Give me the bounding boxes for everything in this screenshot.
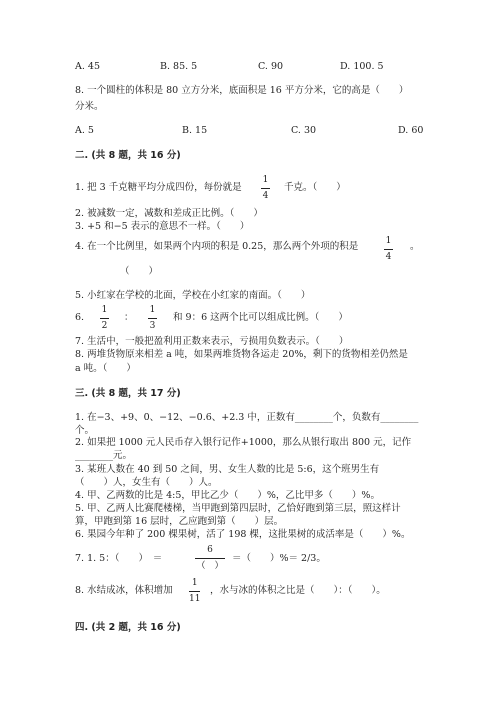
s2-q3: 3. +5 和−5 表示的意思不一样。（ ） [75, 221, 250, 232]
s2-q8-line1: 8. 两堆货物原来相差 a 吨，如果两堆货物各运走 20%，剩下的货物相差仍然是 [75, 349, 408, 360]
question-8-line1: 8. 一个圆柱的体积是 80 立方分米，底面积是 16 平方分米，它的高是（ ） [75, 85, 409, 96]
s3-q8-text: 8. 水结成冰，体积增加 [75, 585, 173, 596]
denominator: 3 [149, 321, 156, 331]
s3-q5-line1: 5. 甲、乙两人比赛爬楼梯，当甲跑到第四层时，乙恰好跑到第三层，照这样计 [75, 503, 401, 514]
s2-q1-text: 1. 把 3 千克糖平均分成四份，每份就是 [75, 182, 242, 193]
s2-q2: 2. 被减数一定，减数和差成正比例。（ ） [75, 208, 263, 219]
s2-q5: 5. 小红家在学校的北面，学校在小红家的南面。（ ） [75, 290, 311, 301]
s2-q1-post: 千克。（ ） [284, 182, 346, 193]
denominator: 2 [101, 321, 108, 331]
s2-q4-text: 4. 在一个比例里，如果两个内项的积是 0.25，那么两个外项的积是 [75, 241, 359, 252]
s3-q8-post: ，水与冰的体积之比是（ ）：（ ）。 [210, 585, 386, 596]
s3-q8-fraction [189, 579, 200, 604]
numerator: 6 [207, 545, 213, 555]
s2-q4-line2: （ ） [120, 266, 159, 277]
numerator: 1 [385, 236, 392, 246]
s2-q1-fraction [261, 176, 270, 201]
section-2-header: 二. (共 8 题，共 16 分) [75, 150, 181, 161]
denominator: （ ） [196, 561, 224, 571]
s2-q4-post: 。 [410, 241, 420, 252]
s3-q3-line2: （ ）人，女生有（ ）人。 [75, 477, 218, 488]
s2-q7: 7. 生活中，一般把盈利用正数来表示，亏损用负数表示。（ ） [75, 336, 349, 347]
s3-q6: 6. 果园今年种了 200 棵果树，活了 198 棵，这批果树的成活率是（ ）%。 [75, 529, 411, 540]
option-a: A. 45 [75, 61, 100, 72]
s2-q6-label: 6. [75, 312, 85, 323]
numerator: 1 [149, 305, 156, 315]
s3-q2-line2: ________元。 [75, 450, 133, 461]
s3-q1: 1. 在−3、+9、0、−12、−0.6、+2.3 中，正数有________个，负数有________ [75, 412, 419, 423]
section-4-header: 四. (共 2 题，共 16 分) [75, 622, 181, 633]
s2-q6-fraction-1 [100, 306, 109, 331]
question-8-line2: 分米。 [75, 101, 104, 112]
s2-q6-colon: ： [124, 312, 134, 323]
s3-q4: 4. 甲、乙两数的比是 4:5，甲比乙少（ ）%，乙比甲多（ ）%。 [75, 490, 380, 501]
denominator: 11 [189, 594, 201, 604]
s3-q2-line1: 2. 如果把 1000 元人民币存入银行记作+1000，那么从银行取出 800 元，记作 [75, 437, 412, 448]
q8-option-d: D. 60 [398, 125, 424, 136]
option-c: C. 90 [258, 61, 284, 72]
numerator: 1 [262, 175, 269, 185]
s2-q6-fraction-2 [148, 306, 157, 331]
s3-q1-line2: 个。 [75, 425, 95, 436]
s3-q7-fraction [195, 546, 225, 571]
s3-q7-post: ＝（ ）%＝ 2/3。 [232, 553, 326, 564]
q8-option-c: C. 30 [291, 125, 317, 136]
s2-q6-post: 和 9：6 这两个比可以组成比例。（ ） [173, 312, 348, 323]
numerator: 1 [191, 578, 198, 588]
option-d: D. 100. 5 [340, 61, 384, 72]
numerator: 1 [101, 305, 108, 315]
q8-option-b: B. 15 [182, 125, 208, 136]
q8-option-a: A. 5 [75, 125, 94, 136]
option-b: B. 85. 5 [160, 61, 198, 72]
s3-q3-line1: 3. 某班人数在 40 到 50 之间，男、女生人数的比是 5:6，这个班男生有 [75, 464, 380, 475]
denominator: 4 [385, 252, 392, 262]
s3-q7-text: 7. 1. 5：（ ） ＝ [75, 553, 163, 564]
s3-q5-line2: 算，甲跑到第 16 层时，乙应跑到第（ ）层。 [75, 516, 284, 527]
denominator: 4 [262, 191, 269, 201]
s2-q8-line2: a 吨。（ ） [75, 363, 136, 374]
section-3-header: 三. (共 8 题，共 17 分) [75, 388, 181, 399]
s2-q4-fraction [384, 237, 393, 262]
